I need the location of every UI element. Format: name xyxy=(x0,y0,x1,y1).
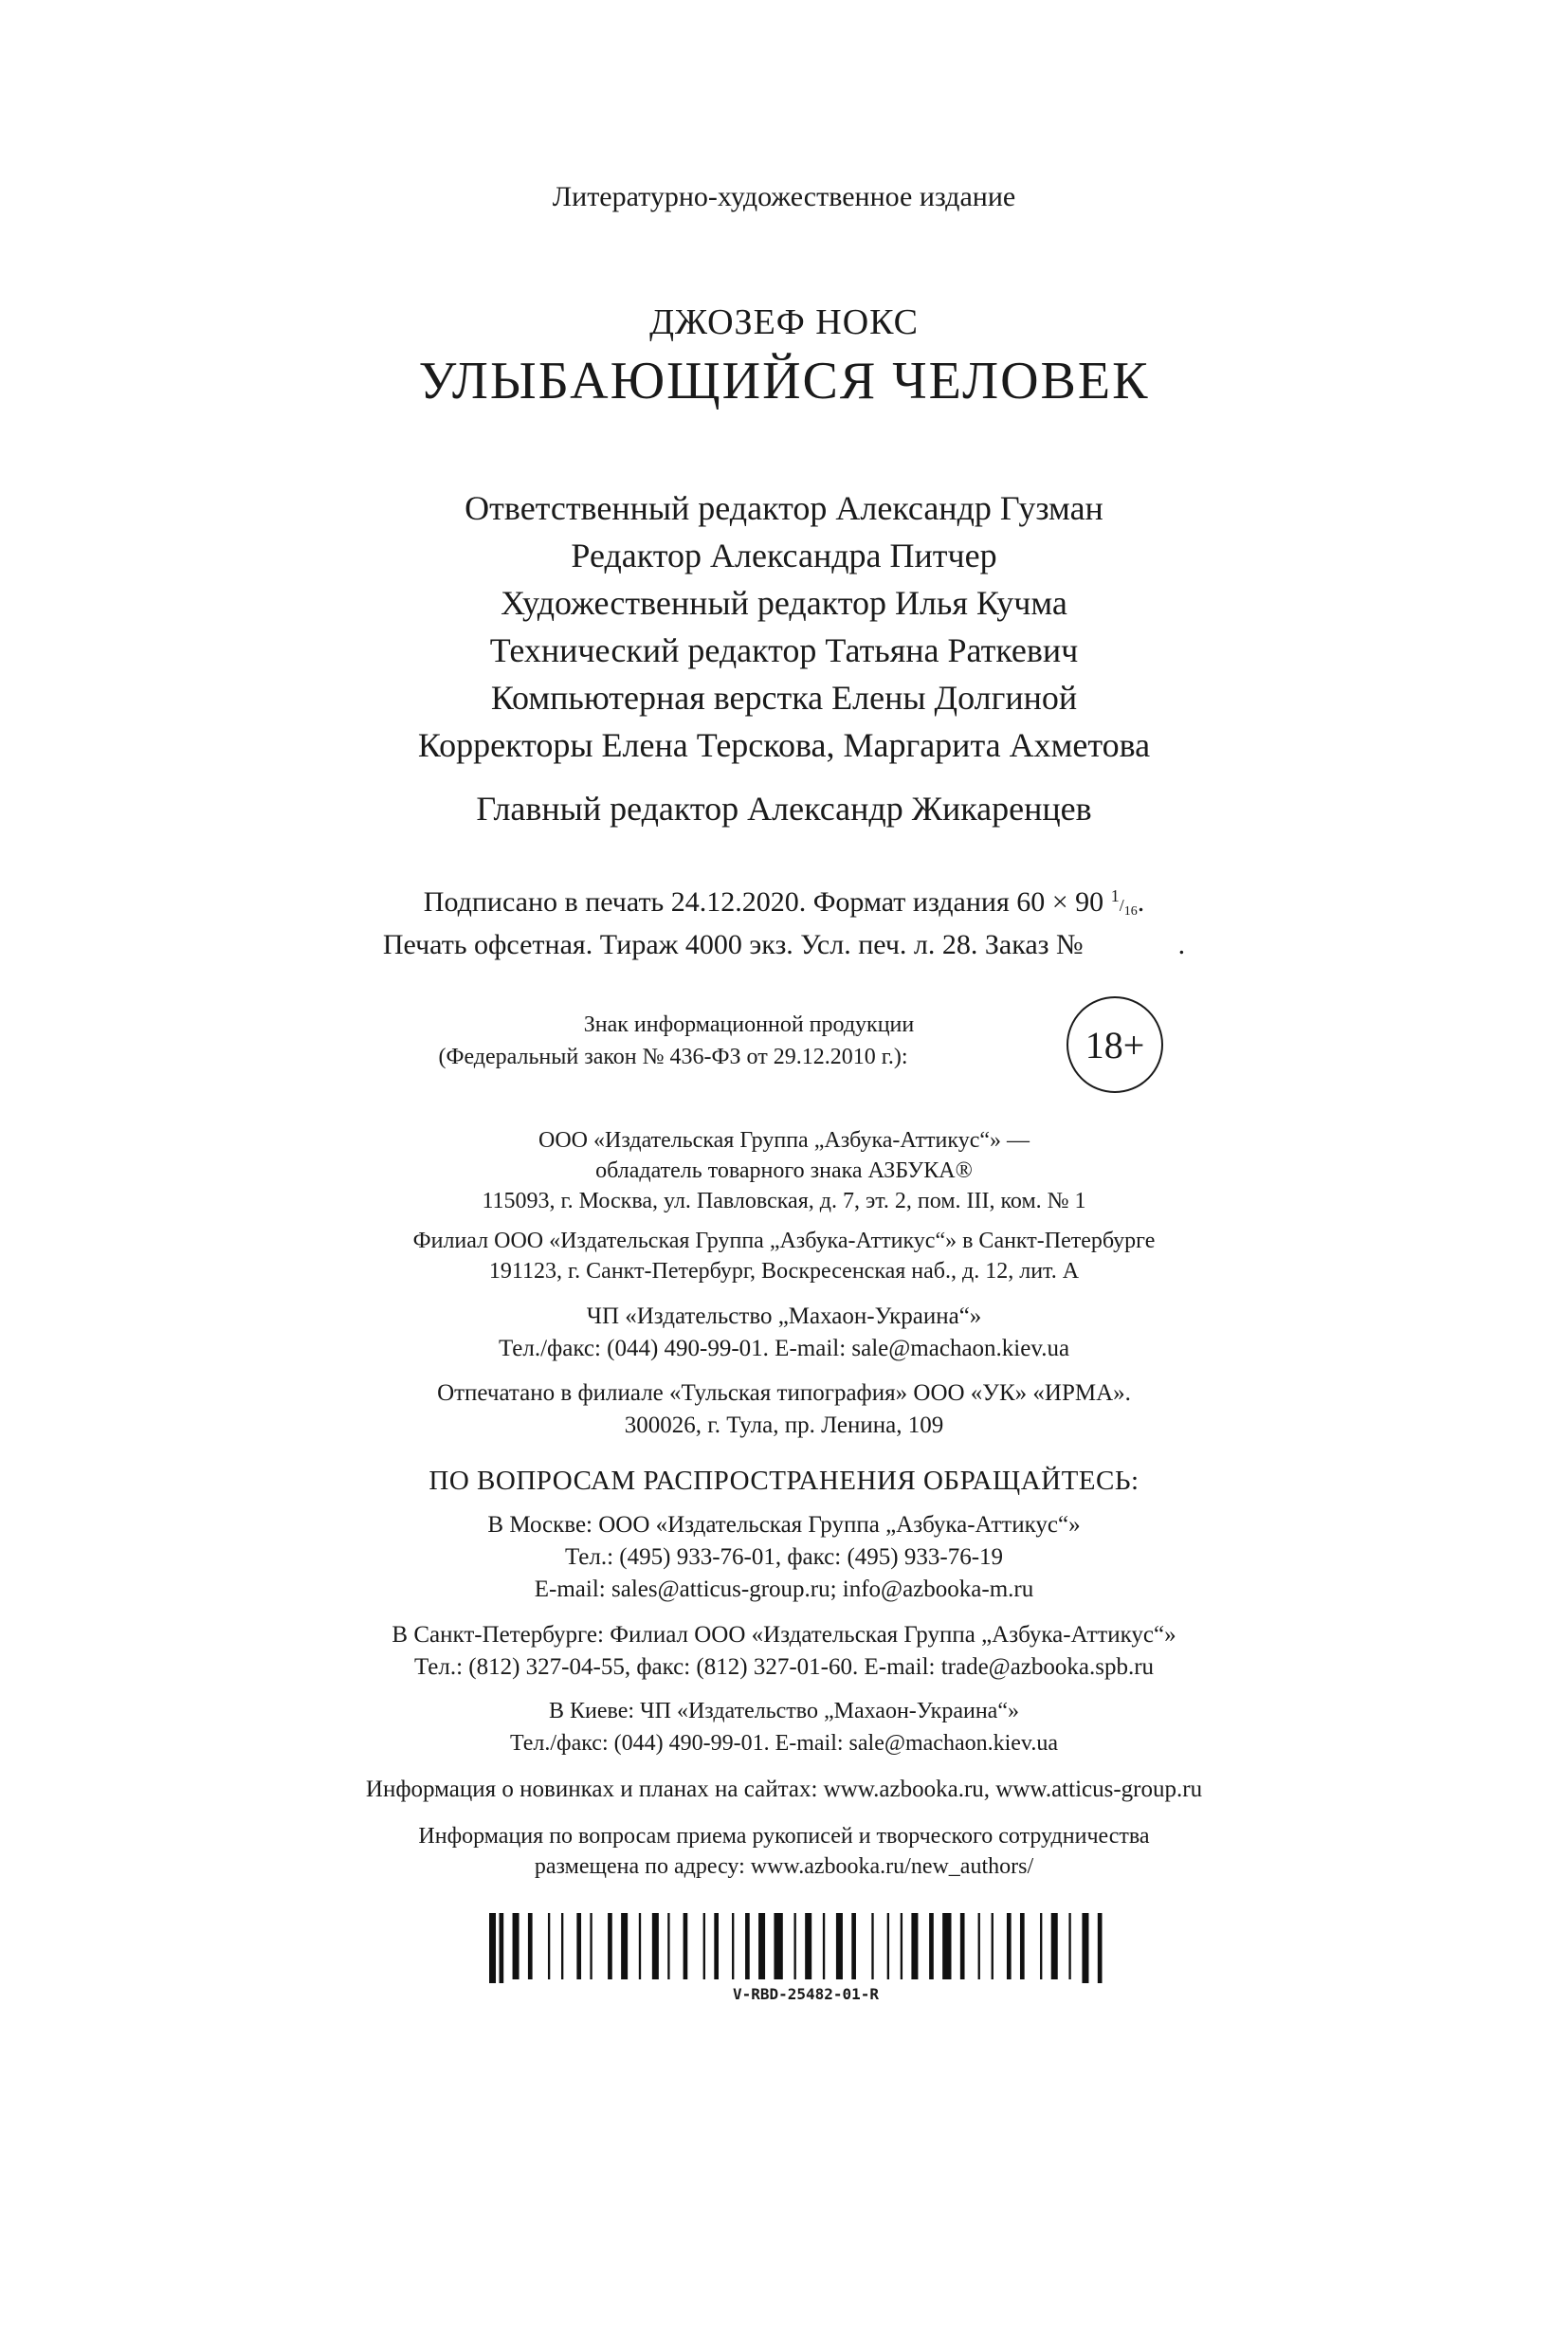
format-fraction: $^1/_{16}$ xyxy=(1110,886,1138,919)
distribution-heading: ПО ВОПРОСАМ РАСПРОСТРАНЕНИЯ ОБРАЩАЙТЕСЬ: xyxy=(428,1466,1140,1496)
barcode-bar xyxy=(774,1913,782,1979)
branch-line-1: Филиал ООО «Издательская Группа „Азбука-Аттикус“» в Санкт-Петербурге xyxy=(412,1229,1156,1253)
barcode-bar xyxy=(758,1913,765,1979)
barcode-bar xyxy=(1082,1913,1088,1983)
ukraine-line-2: Тел./факс: (044) 490-99-01. E-mail: sale@machaon.kiev.ua xyxy=(498,1336,1070,1361)
barcode-bar xyxy=(992,1913,994,1979)
info-product-marking xyxy=(417,1005,1024,1100)
marking-line-2: (Федеральный закон № 436-ФЗ от 29.12.2010 г.): xyxy=(438,1045,908,1069)
barcode-bar xyxy=(1007,1913,1012,1979)
barcode-bar xyxy=(714,1913,719,1979)
barcode-bar xyxy=(590,1913,592,1979)
barcode-bar xyxy=(500,1913,504,1983)
barcode-bar xyxy=(960,1913,965,1979)
barcode-bar xyxy=(901,1913,903,1979)
barcode xyxy=(489,1913,1105,1983)
barcode-bar xyxy=(732,1913,734,1979)
barcode-bar xyxy=(576,1913,581,1979)
print-info-end-2: . xyxy=(1177,929,1186,960)
barcode-bar xyxy=(851,1913,856,1979)
book-title: УЛЫБАЮЩИЙСЯ ЧЕЛОВЕК xyxy=(418,352,1150,410)
book-author: ДЖОЗЕФ НОКС xyxy=(649,302,919,342)
moscow-line-3: E-mail: sales@atticus-group.ru; info@azbooka-m.ru xyxy=(534,1576,1034,1602)
barcode-bar xyxy=(871,1913,873,1979)
barcode-bar xyxy=(528,1913,533,1979)
barcode-bar xyxy=(1020,1913,1025,1979)
credit-line: Художественный редактор Илья Кучма xyxy=(501,584,1067,622)
barcode-bar xyxy=(621,1913,628,1979)
barcode-bar xyxy=(1098,1913,1103,1983)
barcode-bar xyxy=(887,1913,889,1979)
credit-line: Компьютерная верстка Елены Долгиной xyxy=(490,679,1078,717)
print-info-line-2 xyxy=(0,929,1568,961)
barcode-bar xyxy=(942,1913,951,1979)
barcode-bar xyxy=(667,1913,669,1979)
barcode-bar xyxy=(978,1913,980,1979)
print-info-text-2: Печать офсетная. Тираж 4000 экз. Усл. печ. л. 28. Заказ № xyxy=(382,929,1084,960)
barcode-bar xyxy=(561,1913,563,1979)
barcode-bar xyxy=(548,1913,550,1979)
barcode-bar xyxy=(608,1913,612,1979)
spb-line-2: Тел.: (812) 327-04-55, факс: (812) 327-01-60. E-mail: trade@azbooka.spb.ru xyxy=(413,1654,1155,1680)
format-numerator: 1 xyxy=(1110,886,1120,905)
ukraine-line-1: ЧП «Издательство „Махаон-Украина“» xyxy=(586,1303,982,1329)
printed-line-2: 300026, г. Тула, пр. Ленина, 109 xyxy=(624,1412,944,1438)
moscow-line-1: В Москве: ООО «Издательская Группа „Азбука-Аттикус“» xyxy=(487,1512,1081,1538)
format-denominator: 16 xyxy=(1123,904,1138,919)
manuscripts-line-1: Информация по вопросам приема рукописей и творческого сотрудничества xyxy=(418,1824,1150,1849)
credit-line: Корректоры Елена Терскова, Маргарита Ахметова xyxy=(417,726,1151,764)
barcode-bar xyxy=(639,1913,641,1979)
barcode-bar xyxy=(489,1913,496,1983)
barcode-bar xyxy=(1040,1913,1042,1979)
barcode-bar xyxy=(823,1913,825,1979)
barcode-bar xyxy=(1068,1913,1070,1979)
credit-line: Ответственный редактор Александр Гузман xyxy=(465,489,1103,527)
publisher-line-3: 115093, г. Москва, ул. Павловская, д. 7, эт. 2, пом. III, ком. № 1 xyxy=(482,1189,1086,1213)
spb-line-1: В Санкт-Петербурге: Филиал ООО «Издательская Группа „Азбука-Аттикус“» xyxy=(392,1622,1176,1648)
manuscripts-line-2: размещена по адресу: www.azbooka.ru/new_authors/ xyxy=(534,1854,1034,1879)
barcode-bar xyxy=(703,1913,705,1979)
barcode-bar xyxy=(1051,1913,1058,1979)
barcode-bar xyxy=(911,1913,918,1979)
publisher-line-1: ООО «Издательская Группа „Азбука-Аттикус“» — xyxy=(538,1128,1030,1153)
barcode-bar xyxy=(793,1913,795,1979)
barcode-bar xyxy=(652,1913,659,1979)
edition-type: Литературно-художественное издание xyxy=(552,181,1016,212)
publisher-line-2: обладатель товарного знака АЗБУКА® xyxy=(595,1158,973,1183)
barcode-bar xyxy=(745,1913,750,1979)
print-info-end: . xyxy=(1137,886,1145,918)
kiev-line-2: Тел./факс: (044) 490-99-01. E-mail: sale@machaon.kiev.ua xyxy=(509,1731,1059,1756)
marking-text xyxy=(351,1009,995,1073)
credit-line: Редактор Александра Питчер xyxy=(571,537,997,574)
barcode-bar xyxy=(513,1913,520,1979)
age-rating-badge: 18+ xyxy=(1067,996,1163,1093)
barcode-bar xyxy=(684,1913,688,1979)
barcode-label: V-RBD-25482-01-R xyxy=(732,1985,880,2003)
barcode-bar xyxy=(929,1913,934,1979)
chief-editor: Главный редактор Александр Жикаренцев xyxy=(476,790,1092,828)
barcode-bar xyxy=(805,1913,811,1979)
printed-line-1: Отпечатано в филиале «Тульская типография» ООО «УК» «ИРМА». xyxy=(437,1380,1131,1406)
print-info-line-1 xyxy=(0,886,1568,920)
credit-line: Технический редактор Татьяна Раткевич xyxy=(489,631,1079,669)
barcode-bar xyxy=(836,1913,843,1979)
branch-line-2: 191123, г. Санкт-Петербург, Воскресенская наб., д. 12, лит. А xyxy=(488,1259,1080,1284)
marking-line-1: Знак информационной продукции xyxy=(583,1012,915,1037)
print-info-text: Подписано в печать 24.12.2020. Формат издания 60 × 90 xyxy=(423,886,1104,918)
moscow-line-2: Тел.: (495) 933-76-01, факс: (495) 933-76-19 xyxy=(564,1544,1004,1570)
kiev-line-1: В Киеве: ЧП «Издательство „Махаон-Украина“» xyxy=(549,1699,1019,1723)
news-info: Информация о новинках и планах на сайтах: www.azbooka.ru, www.atticus-group.ru xyxy=(365,1777,1203,1802)
